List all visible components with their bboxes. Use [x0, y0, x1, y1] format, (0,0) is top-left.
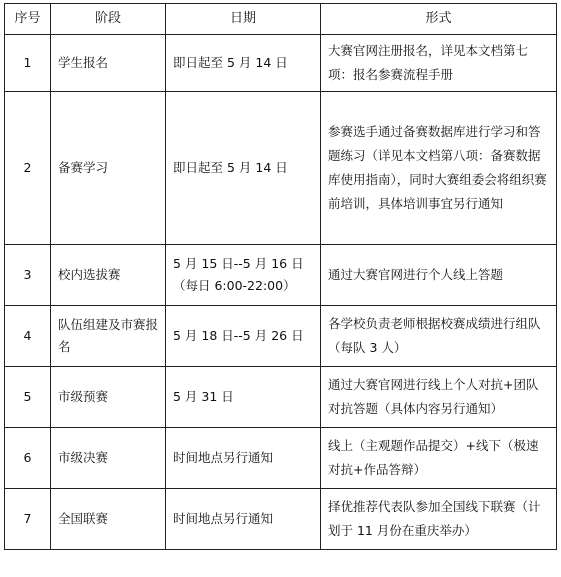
table-row [5, 489, 557, 550]
table-header-row [5, 4, 557, 35]
header-stage: 阶段 [51, 4, 166, 35]
cell-date [166, 92, 321, 245]
table-row [5, 92, 557, 245]
cell-stage: 市级预赛 [51, 367, 166, 428]
cell-stage: 备赛学习 [51, 92, 166, 245]
table-row [5, 245, 557, 306]
cell-form: 通过大赛官网进行个人线上答题 [321, 245, 557, 306]
cell-form: 通过大赛官网进行线上个人对抗+团队对抗答题（具体内容另行通知） [321, 367, 557, 428]
cell-stage: 学生报名 [51, 35, 166, 92]
cell-seq: 4 [5, 306, 51, 367]
date-line: 5 月 18 日--5 月 26 日 [173, 328, 304, 343]
cell-seq: 6 [5, 428, 51, 489]
cell-date [166, 35, 321, 92]
cell-seq: 5 [5, 367, 51, 428]
schedule-table-container [4, 3, 557, 550]
date-line: 时间地点另行通知 [173, 511, 274, 526]
date-line: 即日起至 5 月 14 日 [173, 160, 288, 175]
cell-date [166, 428, 321, 489]
cell-form: 参赛选手通过备赛数据库进行学习和答题练习（详见本文档第八项：备赛数据库使用指南），同时大赛组委会将组织赛前培训，具体培训事宜另行通知 [321, 92, 557, 245]
header-date: 日期 [166, 4, 321, 35]
cell-stage: 全国联赛 [51, 489, 166, 550]
cell-stage: 队伍组建及市赛报名 [51, 306, 166, 367]
cell-date [166, 367, 321, 428]
cell-seq: 7 [5, 489, 51, 550]
cell-date [166, 306, 321, 367]
cell-form: 大赛官网注册报名，详见本文档第七项：报名参赛流程手册 [321, 35, 557, 92]
cell-date [166, 489, 321, 550]
cell-seq: 3 [5, 245, 51, 306]
cell-seq: 1 [5, 35, 51, 92]
schedule-table [4, 3, 557, 550]
cell-form: 各学校负责老师根据校赛成绩进行组队（每队 3 人） [321, 306, 557, 367]
table-row [5, 367, 557, 428]
cell-stage: 市级决赛 [51, 428, 166, 489]
date-line: 5 月 15 日--5 月 16 日 [173, 256, 304, 271]
cell-form: 线上（主观题作品提交）+线下（极速对抗+作品答辩） [321, 428, 557, 489]
header-seq: 序号 [5, 4, 51, 35]
date-line-sub: （每日 6:00-22:00） [173, 278, 296, 293]
table-row [5, 306, 557, 367]
table-row [5, 35, 557, 92]
cell-form: 择优推荐代表队参加全国线下联赛（计划于 11 月份在重庆举办） [321, 489, 557, 550]
date-line: 时间地点另行通知 [173, 450, 274, 465]
cell-seq: 2 [5, 92, 51, 245]
table-row [5, 428, 557, 489]
cell-date [166, 245, 321, 306]
cell-stage: 校内选拔赛 [51, 245, 166, 306]
date-line: 5 月 31 日 [173, 389, 234, 404]
date-line: 即日起至 5 月 14 日 [173, 55, 288, 70]
header-form: 形式 [321, 4, 557, 35]
